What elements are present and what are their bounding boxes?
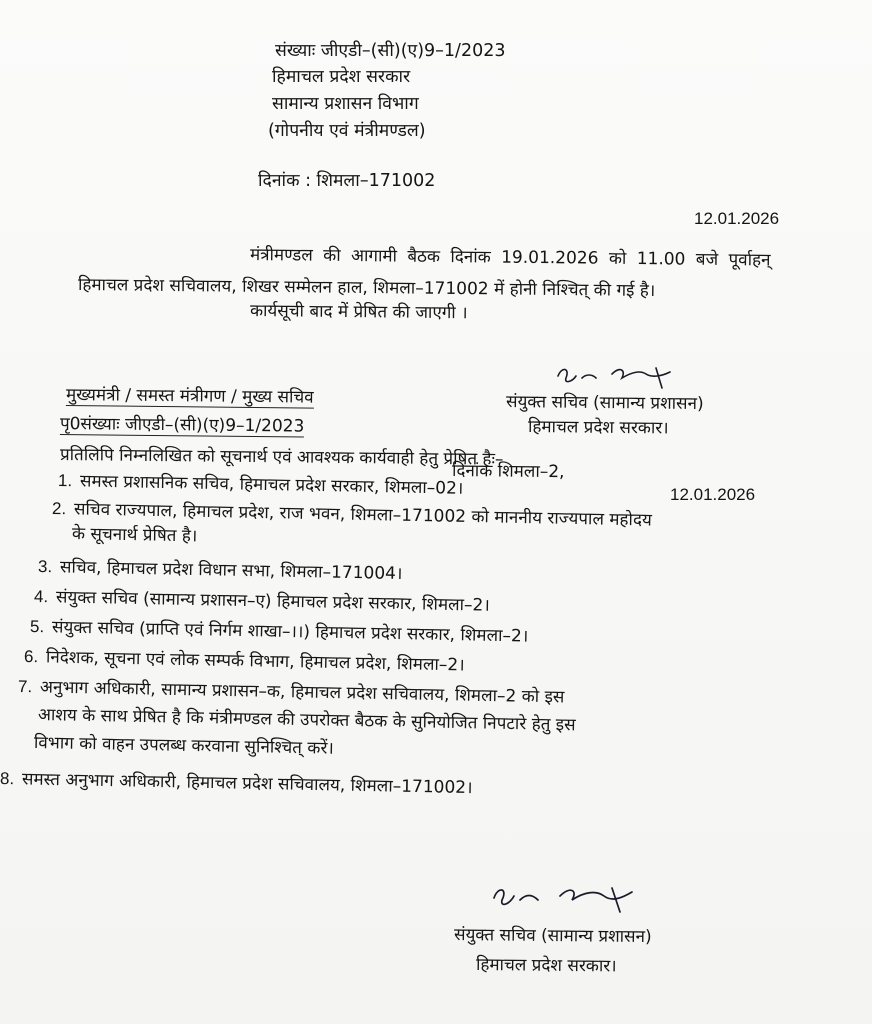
list-item: 3. सचिव, हिमाचल प्रदेश विधान सभा, शिमला–171004।: [37, 557, 403, 584]
endorsement-date: 12.01.2026: [670, 485, 756, 504]
list-item: 2. सचिव राज्यपाल, हिमाचल प्रदेश, राज भवन, शिमला–171002 को माननीय राज्यपाल महोदय: [51, 499, 653, 531]
recipients-text: मुख्यमंत्री / समस्त मंत्रीगण / मुख्य सचिव: [65, 385, 314, 408]
signatory-2-title: संयुक्त सचिव (सामान्य प्रशासन): [453, 925, 652, 948]
list-item-continuation: आशय के साथ प्रेषित है कि मंत्रीमण्डल की उपरोक्त बैठक के सुनियोजित निपटारे हेतु इस: [37, 705, 576, 736]
list-item: 1. समस्त प्रशासनिक सचिव, हिमाचल प्रदेश सरकार, शिमला–02।: [57, 471, 464, 499]
department-name: सामान्य प्रशासन विभाग: [272, 94, 419, 114]
endorsement-number: पृ0संख्याः जीएडी–(सी)(ए)9–1/2023: [59, 414, 305, 437]
endorsement-intro: प्रतिलिपि निम्नलिखित को सूचनार्थ एवं आवश्यक कार्यवाही हेतु प्रेषित हैः–: [59, 445, 504, 470]
list-item: 4. संयुक्त सचिव (सामान्य प्रशासन–ए) हिमाचल प्रदेश सरकार, शिमला–2।: [33, 587, 490, 616]
body-line-2: हिमाचल प्रदेश सचिवालय, शिखर सम्मेलन हाल, शिमला–171002 में होनी निश्चित् की गई है।: [77, 275, 656, 302]
letter-date: 12.01.2026: [694, 209, 780, 228]
government-name: हिमाचल प्रदेश सरकार: [272, 67, 411, 87]
signatory-1-title: संयुक्त सचिव (सामान्य प्रशासन): [505, 392, 704, 415]
body-line-1: मंत्रीमण्डल की आगामी बैठक दिनांक 19.01.2026 को 11.00 बजे पूर्वाहन्: [249, 245, 771, 271]
body-line-3: कार्यसूची बाद में प्रेषित की जाएगी ।: [249, 301, 468, 324]
place-line: दिनांक : शिमला–171002: [258, 171, 436, 191]
list-item-continuation: विभाग को वाहन उपलब्ध करवाना सुनिश्चित् करें।: [33, 733, 335, 759]
recipients-line: [66, 384, 314, 409]
signature-2: [486, 880, 646, 920]
signatory-1-government: हिमाचल प्रदेश सरकार।: [527, 417, 669, 439]
endorsement-number-line: [60, 413, 305, 438]
list-item-continuation: के सूचनार्थ प्रेषित है।: [71, 524, 198, 547]
signatory-2-government: हिमाचल प्रदेश सरकार।: [475, 955, 617, 977]
list-item: 8. समस्त अनुभाग अधिकारी, हिमाचल प्रदेश सचिवालय, शिमला–171002।: [0, 769, 473, 799]
list-item: 5. संयुक्त सचिव (प्राप्ति एवं निर्गम शाखा–।।) हिमाचल प्रदेश सरकार, शिमला–2।: [29, 617, 529, 647]
section-name: (गोपनीय एवं मंत्रीमण्डल): [268, 121, 426, 141]
list-item: 7. अनुभाग अधिकारी, सामान्य प्रशासन–क, हिमाचल प्रदेश सचिवालय, शिमला–2 को इस: [17, 677, 565, 708]
list-item: 6. निदेशक, सूचना एवं लोक सम्पर्क विभाग, हिमाचल प्रदेश, शिमला–2।: [23, 647, 465, 676]
letter-number: संख्याः जीएडी–(सी)(ए)9–1/2023: [275, 41, 506, 61]
endorsement-place: दिनांक शिमला–2,: [451, 461, 565, 483]
